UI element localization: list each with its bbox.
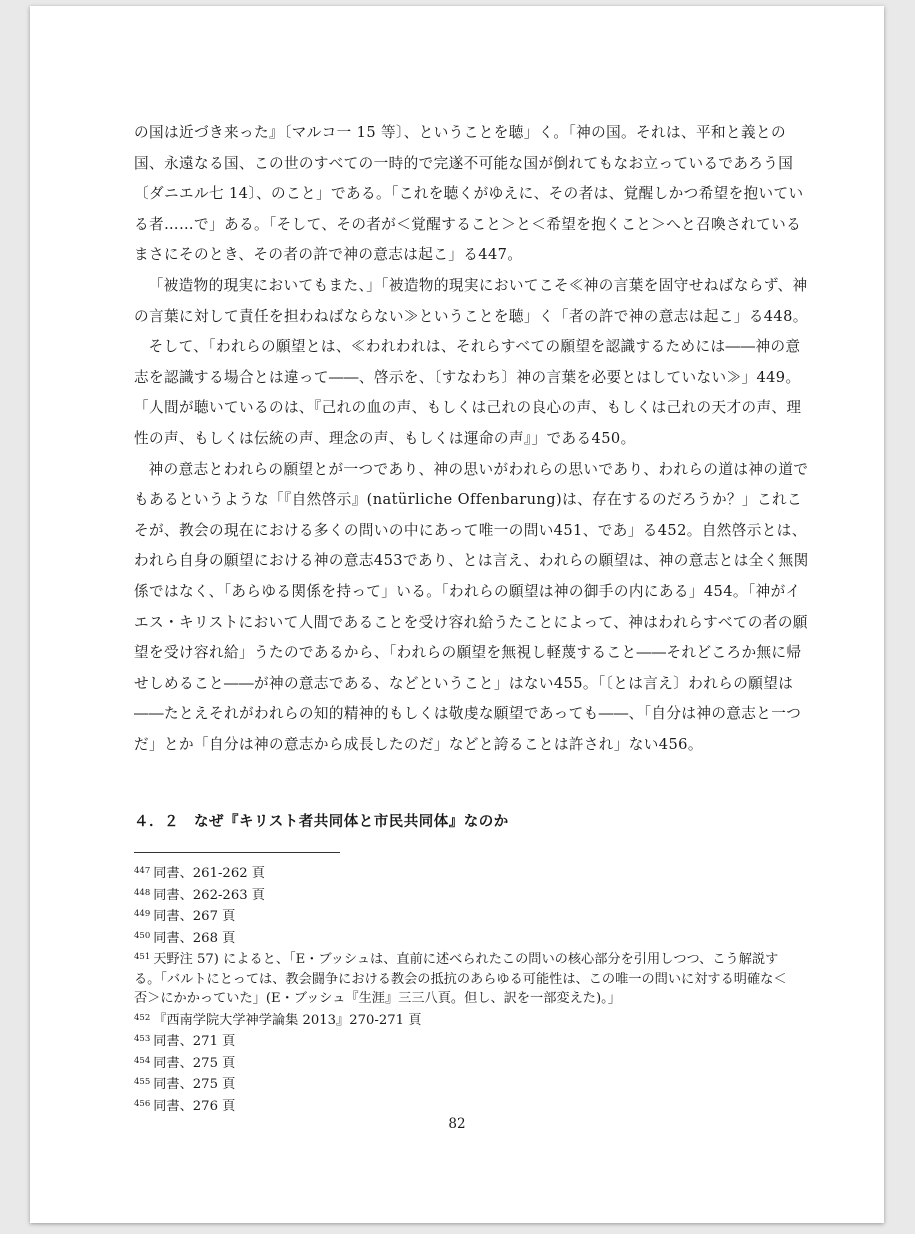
footnote — [134, 1095, 794, 1117]
page-number: 82 — [448, 1116, 466, 1132]
footnote-text: 同書、261-262 頁 — [153, 866, 265, 881]
section-heading: ４．２ なぜ『キリスト者共同体と市民共同体』なのか — [134, 814, 509, 830]
paragraph: の国は近づき来った』〔マルコ一 15 等〕、ということを聴」く。「神の国。それは、平和と義との国、永遠なる国、この世のすべての一時的で完遂不可能な国が倒れてもなお立っているであろう国〔ダニエル七 14〕、のこと」である。「これを聴くがゆえに、その者は、覚醒しかつ希望を抱いている者……で」ある。「そして、その者が＜覚醒すること＞と＜希望を抱くこと＞へと召喚されているまさにそのとき、その者の許で神の意志は起こ」る447。 — [134, 124, 804, 264]
paragraph: 「被造物的現実においてもまた、」「被造物的現実においてこそ≪神の言葉を固守せねばならず、神の言葉に対して責任を担わねばならない≫ということを聴」く「者の許で神の意志は起こ」る448。 — [134, 276, 808, 325]
footnote-text: 同書、271 頁 — [153, 1034, 236, 1049]
footnote-number: 449 — [134, 909, 151, 919]
footnote-text: 同書、267 頁 — [153, 909, 236, 924]
footnote-number: 456 — [134, 1098, 151, 1109]
footnote — [134, 905, 794, 927]
footnote — [134, 1073, 794, 1095]
footnote — [134, 1052, 794, 1074]
footnote — [134, 948, 794, 1009]
footnote-text: 同書、262-263 頁 — [153, 887, 265, 903]
footnote — [134, 927, 794, 949]
footnote — [134, 1009, 794, 1031]
footnote — [134, 862, 794, 884]
footnote — [134, 1030, 794, 1052]
paragraph: 神の意志とわれらの願望とが一つであり、神の思いがわれらの思いであり、われらの道は神の道でもあるというような「『自然啓示』(natürliche Offenbarung)は、存在するのだろうか？」これこそが、教会の現在における多くの問いの中にあって唯一の問い451、であ」る452。自然啓示とは、われら自身の願望における神の意志453であり、とは言え、われらの願望は、神の意志とは全く無関係ではなく、「あらゆる関係を持って」いる。「われらの願望は神の御手の内にある」454。「神がイエス・キリストにおいて人間であることを受け容れ給うたことによって、神はわれらすべての者の願望を受け容れ給」うたのであるから、「われらの願望を無視し軽蔑すること――それどころか無に帰せしめること――が神の意志である、などということ」はない455。「〔とは言え〕われらの願望は――たとえそれがわれらの知的精神的もしくは敬虔な願望であっても――、「自分は神の意志と一つだ」とか「自分は神の意志から成長したのだ」などと誇ることは許され」ない456。 — [134, 460, 809, 753]
footnote-number: 452 — [134, 1012, 151, 1023]
footnote-number: 454 — [134, 1055, 151, 1066]
paragraph: そして、「われらの願望とは、≪われわれは、それらすべての願望を認識するためには――神の意志を認識する場合とは違って――、啓示を、〔すなわち〕神の言葉を必要とはしていない≫」449。「人間が聴いているのは、『己れの血の声、もしくは己れの良心の声、もしくは己れの天才の声、理性の声、もしくは伝統の声、理念の声、もしくは運命の声』」である450。 — [134, 338, 802, 447]
footnote-text: 同書、276 頁 — [153, 1098, 236, 1114]
document-page — [30, 6, 884, 1223]
footnote-number: 447 — [134, 866, 151, 876]
footnote-text: 同書、275 頁 — [153, 1077, 236, 1092]
footnotes — [134, 862, 794, 1116]
footnote-number: 450 — [134, 930, 151, 941]
footnote-text: 同書、275 頁 — [153, 1055, 236, 1071]
footnote-text: 同書、268 頁 — [153, 930, 236, 946]
footnote-number: 448 — [134, 887, 151, 898]
footnote — [134, 884, 794, 906]
footnote-divider — [134, 852, 340, 853]
footnote-number: 453 — [134, 1034, 151, 1044]
footnote-text: 天野注 57) によると、「E・ブッシュは、直前に述べられたこの問いの核心部分を引用しつつ、こう解説する。「バルトにとっては、教会闘争における教会の抵抗のあらゆる可能性は、この唯一の問いに対する明確な＜否＞にかかっていた」(E・ブッシュ『生涯』三三八頁。但し、訳を一部変えた)。」 — [134, 952, 787, 1006]
footnote-number: 455 — [134, 1077, 151, 1087]
footnote-number: 451 — [134, 952, 151, 962]
footnote-text: 『西南学院大学神学論集 2013』270-271 頁 — [153, 1012, 422, 1028]
body-text — [134, 118, 814, 760]
